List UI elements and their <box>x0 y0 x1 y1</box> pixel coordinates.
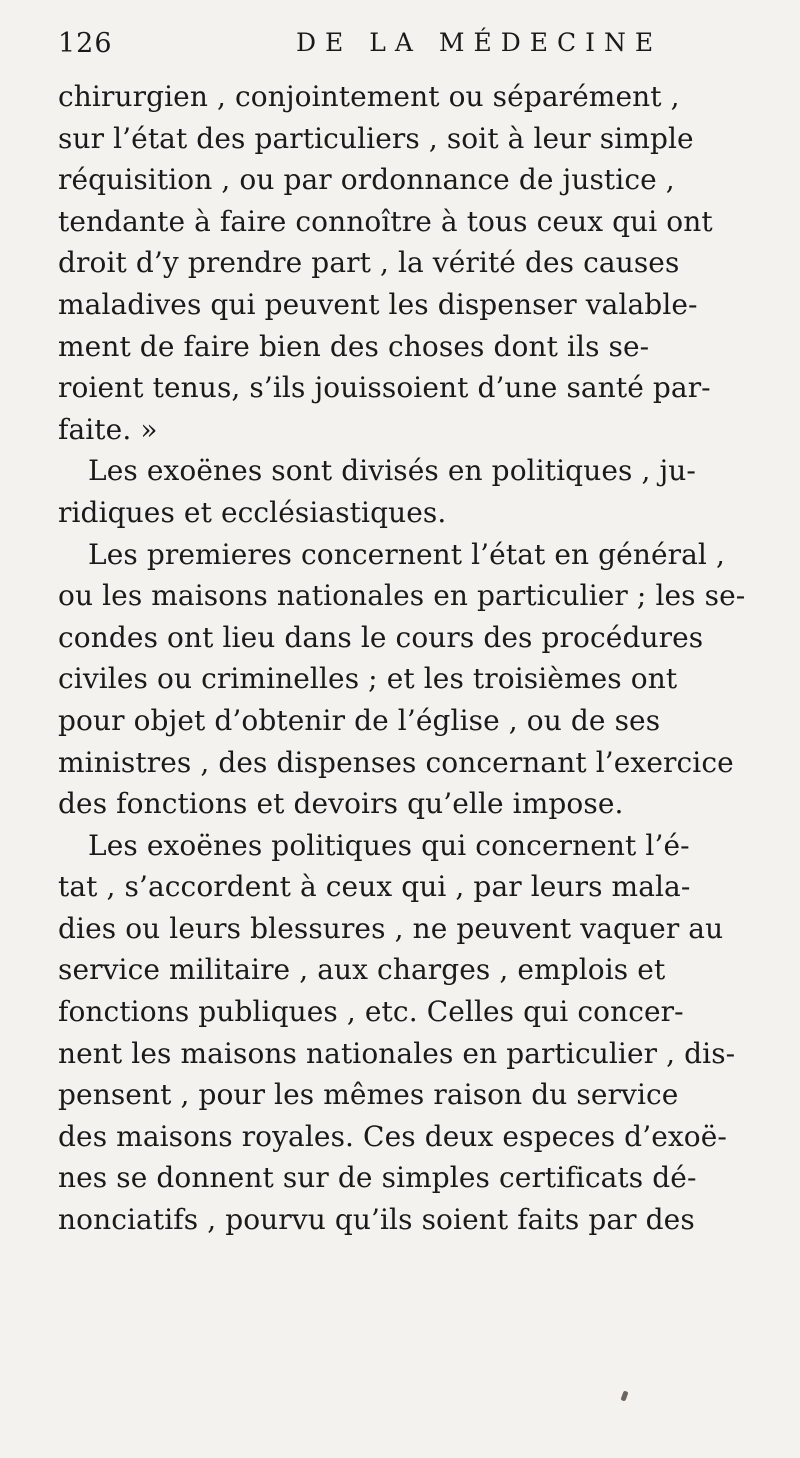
text-line: faite. » <box>58 412 158 446</box>
text-line: des fonctions et devoirs qu’elle impose. <box>58 787 624 821</box>
ink-speck <box>620 1390 628 1401</box>
running-title: DE LA MÉDECINE <box>296 28 663 57</box>
text-line: nent les maisons nationales en particulier , dis- <box>58 1036 736 1070</box>
page-number: 126 <box>58 28 113 59</box>
paragraph-start-line: Les premieres concernent l’état en général , <box>88 537 725 571</box>
text-line: réquisition , ou par ordonnance de justice , <box>58 163 675 197</box>
text-line: pensent , pour les mêmes raison du service <box>58 1078 679 1112</box>
text-line: maladives qui peuvent les dispenser valable- <box>58 287 698 321</box>
text-line: des maisons royales. Ces deux especes d’exoë- <box>58 1119 727 1153</box>
text-line: pour objet d’obtenir de l’église , ou de ses <box>58 703 661 737</box>
text-line: civiles ou criminelles ; et les troisièmes ont <box>58 662 678 696</box>
text-line: fonctions publiques , etc. Celles qui concer- <box>58 995 684 1029</box>
text-line: condes ont lieu dans le cours des procédures <box>58 620 704 654</box>
text-line: ridiques et ecclésiastiques. <box>58 495 447 529</box>
text-line: tat , s’accordent à ceux qui , par leurs mala- <box>58 870 691 904</box>
text-line: ment de faire bien des choses dont ils se- <box>58 329 650 363</box>
text-line: ministres , des dispenses concernant l’exercice <box>58 745 734 779</box>
paragraph-start-line: Les exoënes sont divisés en politiques , ju- <box>88 454 696 488</box>
body-text <box>58 76 788 1241</box>
text-line: chirurgien , conjointement ou séparément , <box>58 80 680 113</box>
text-line: ou les maisons nationales en particulier ; les se- <box>58 579 746 613</box>
text-line: nes se donnent sur de simples certificats dé- <box>58 1161 697 1195</box>
text-line: service militaire , aux charges , emplois et <box>58 953 666 987</box>
text-line: droit d’y prendre part , la vérité des causes <box>58 246 680 280</box>
text-line: tendante à faire connoître à tous ceux qui ont <box>58 204 713 238</box>
text-line: dies ou leurs blessures , ne peuvent vaquer au <box>58 911 724 945</box>
paragraph-start-line: Les exoënes politiques qui concernent l’é- <box>88 828 690 862</box>
text-line: sur l’état des particuliers , soit à leur simple <box>58 121 694 155</box>
running-head <box>58 28 758 64</box>
text-line: roient tenus, s’ils jouissoient d’une santé par- <box>58 371 711 405</box>
text-line: nonciatifs , pourvu qu’ils soient faits par des <box>58 1203 695 1237</box>
